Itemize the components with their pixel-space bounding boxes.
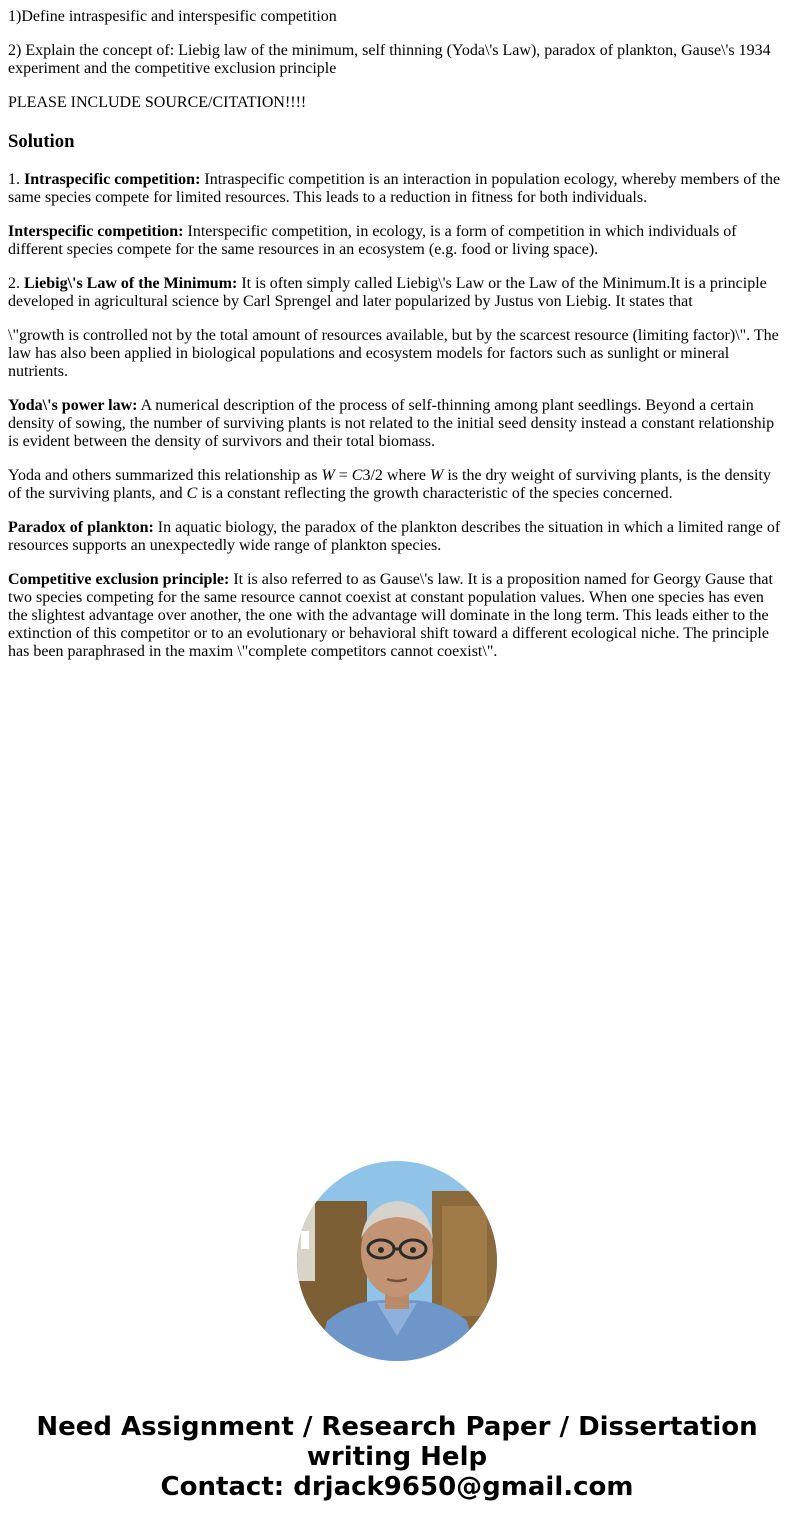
plankton-text: In aquatic biology, the paradox of the plankton describes the situation in which a limited range of resources supports an unexpectedly wide range of plankton species. [8,519,781,554]
growth-paragraph: \"growth is controlled not by the total amount of resources available, but by the scarcest resource (limiting factor)\". The law has also been applied in biological populations and ecosystem models for factors such as sunlight or mineral nutrients. [8,327,779,380]
yoda-text: A numerical description of the process of self-thinning among plant seedlings. Beyond a certain density of sowing, the number of surviving plants is not related to the initial seed density instead a constant relationship is evident between the density of survivors and their total biomass. [8,397,775,450]
yoda-formula-paragraph [8,467,786,503]
liebig-paragraph [8,275,786,311]
intra-prefix: 1. [8,171,24,188]
intraspecific-paragraph [8,171,786,207]
exclusion-term: Competitive exclusion principle: [8,571,230,588]
liebig-text: It is often simply called Liebig\'s Law or the Law of the Minimum.It is a principle developed in agricultural science by Carl Sprengel and later popularized by Justus von Liebig. It states that [8,275,767,310]
formula-var-w: W [321,467,335,484]
yoda-paragraph [8,397,786,451]
formula-text-5: is a constant reflecting the growth characteristic of the species concerned. [197,485,673,502]
footer-ad [0,1412,794,1502]
document-body [0,8,794,661]
formula-text-2: = [334,467,352,484]
formula-text-4: is the dry weight of surviving plants, is the density of the surviving plants, and [8,467,771,502]
liebig-prefix: 2. [8,275,24,292]
solution-heading: Solution [8,131,75,152]
inter-term: Interspecific competition: [8,223,184,240]
inter-text: Interspecific competition, in ecology, is a form of competition in which individuals of different species compete for the same resources in an ecosystem (e.g. food or living space). [8,223,737,258]
plankton-term: Paradox of plankton: [8,519,154,536]
formula-text-3: 3/2 where [362,467,430,484]
formula-text-1: Yoda and others summarized this relationship as [8,467,322,484]
footer-contact: Contact: drjack9650@gmail.com [160,1472,634,1502]
intra-text: Intraspecific competition is an interaction in population ecology, whereby members of the same species compete for limited resources. This leads to a reduction in fitness for both individuals. [8,171,781,206]
formula-var-w2: W [430,467,444,484]
formula-var-c2: C [186,485,198,502]
yoda-term: Yoda\'s power law: [8,397,138,414]
question-1: 1)Define intraspesific and interspesific competition [8,8,337,25]
question-2: 2) Explain the concept of: Liebig law of the minimum, self thinning (Yoda\'s Law), paradox of plankton, Gause\'s 1934 experiment and the competitive exclusion principle [8,42,771,77]
intra-term: Intraspecific competition: [24,171,201,188]
footer-line-1: Need Assignment / Research Paper / Dissertation [36,1412,758,1442]
formula-var-c: C [351,467,363,484]
question-3: PLEASE INCLUDE SOURCE/CITATION!!!! [8,94,307,111]
exclusion-text: It is also referred to as Gause\'s law. It is a proposition named for Georgy Gause that two species competing for the same resource cannot coexist at constant population values. When one species has even the slightest advantage over another, the one with the advantage will dominate in the long term. This leads either to the extinction of this competitor or to an evolutionary or behavioral shift toward a different ecological niche. The principle has been paraphrased in the maxim \"complete competitors cannot coexist\". [8,571,773,660]
interspecific-paragraph [8,223,786,259]
liebig-term: Liebig\'s Law of the Minimum: [24,275,238,292]
footer-line-2: writing Help [306,1442,488,1472]
exclusion-paragraph [8,571,786,661]
avatar [297,1161,497,1361]
plankton-paragraph [8,519,786,555]
avatar-photo [297,1161,497,1361]
